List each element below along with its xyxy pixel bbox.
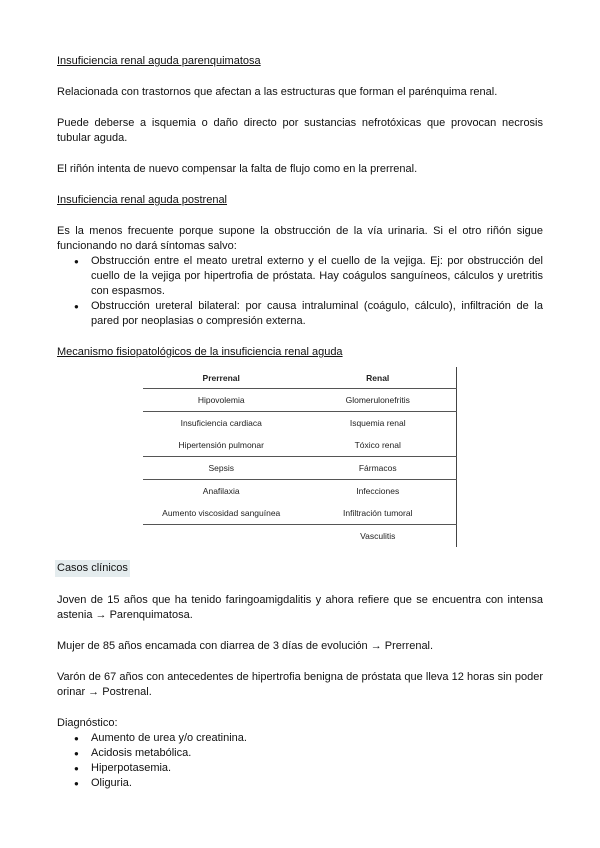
table-row [143,434,457,457]
table-header-prerrenal: Prerrenal [143,367,299,389]
heading-casos-clinicos: Casos clínicos [55,560,130,577]
list-item: ● Oliguria. [91,776,543,791]
table-cell: Anafilaxia [202,486,240,496]
caso-clinico-3: Varón de 67 años con antecedentes de hipertrofia benigna de próstata que lleva 12 horas sin poder orinar → Postrenal. [57,671,543,698]
table-cell [143,525,299,548]
list-item: ● Obstrucción entre el meato uretral externo y el cuello de la vejiga. Ej: por obstrucción del cuello de la vejiga por hipertrofia de próstata. Hay coágulos sanguíneos, cálculos y uretritis con espasmos. [91,254,543,299]
table-cell: Sepsis [143,457,299,480]
table-row [143,457,457,480]
table-cell: Infiltración tumoral [299,502,456,525]
paragraph-postrenal-intro: Es la menos frecuente porque supone la obstrucción de la vía urinaria. Si el otro riñón sigue funcionando no dará síntomas salvo: [57,225,543,252]
postrenal-bullet-list [57,254,543,329]
table-cell: Hipertensión pulmonar [143,434,299,457]
table-cell: Tóxico renal [299,434,456,457]
mechanism-table [143,367,457,547]
document-page [57,54,543,360]
heading-mecanismo: Mecanismo fisiopatológicos de la insuficiencia renal aguda [57,346,343,358]
table-row [143,412,457,435]
table-header-renal: Renal [299,367,456,389]
list-item: ● Aumento de urea y/o creatinina. [91,731,543,746]
paragraph-parenquimatosa-causes: Puede deberse a isquemia o daño directo por sustancias nefrotóxicas que provocan necrosis tubular aguda. [57,117,543,144]
table-row [143,525,457,548]
table-cell: Insuficiencia cardiaca [180,418,262,428]
table-row [143,502,457,525]
paragraph-parenquimatosa-compensation: El riñón intenta de nuevo compensar la falta de flujo como en la prerrenal. [57,163,418,175]
caso-clinico-2: Mujer de 85 años encamada con diarrea de 3 días de evolución → Prerrenal. [57,640,434,652]
heading-parenquimatosa: Insuficiencia renal aguda parenquimatosa [57,55,261,67]
table-row [143,389,457,412]
list-item: ● Hiperpotasemia. [91,761,543,776]
table-cell: Glomerulonefritis [299,389,456,412]
table-cell: Isquemia renal [299,412,456,435]
table-row [143,480,457,503]
table-cell: Infecciones [299,480,456,503]
table-cell: Hipovolemia [143,389,299,412]
paragraph-parenquimatosa-definition: Relacionada con trastornos que afectan a las estructuras que forman el parénquima renal. [57,86,498,98]
heading-postrenal: Insuficiencia renal aguda postrenal [57,194,228,206]
list-item: ● Obstrucción ureteral bilateral: por causa intraluminal (coágulo, cálculo), infiltración de la pared por neoplasias o compresión externa. [91,299,543,329]
table-header-row [143,367,457,389]
list-item: ● Acidosis metabólica. [91,746,543,761]
casos-section [57,560,543,791]
table-cell: Fármacos [299,457,456,480]
table-cell: Aumento viscosidad sanguínea [143,502,299,525]
caso-clinico-1: Joven de 15 años que ha tenido faringoamigdalitis y ahora refiere que se encuentra con intensa astenia → Parenquimatosa. [57,594,543,621]
diagnostico-list [57,731,543,791]
table-cell: Vasculitis [299,525,456,548]
diagnostico-label: Diagnóstico: [57,717,118,729]
